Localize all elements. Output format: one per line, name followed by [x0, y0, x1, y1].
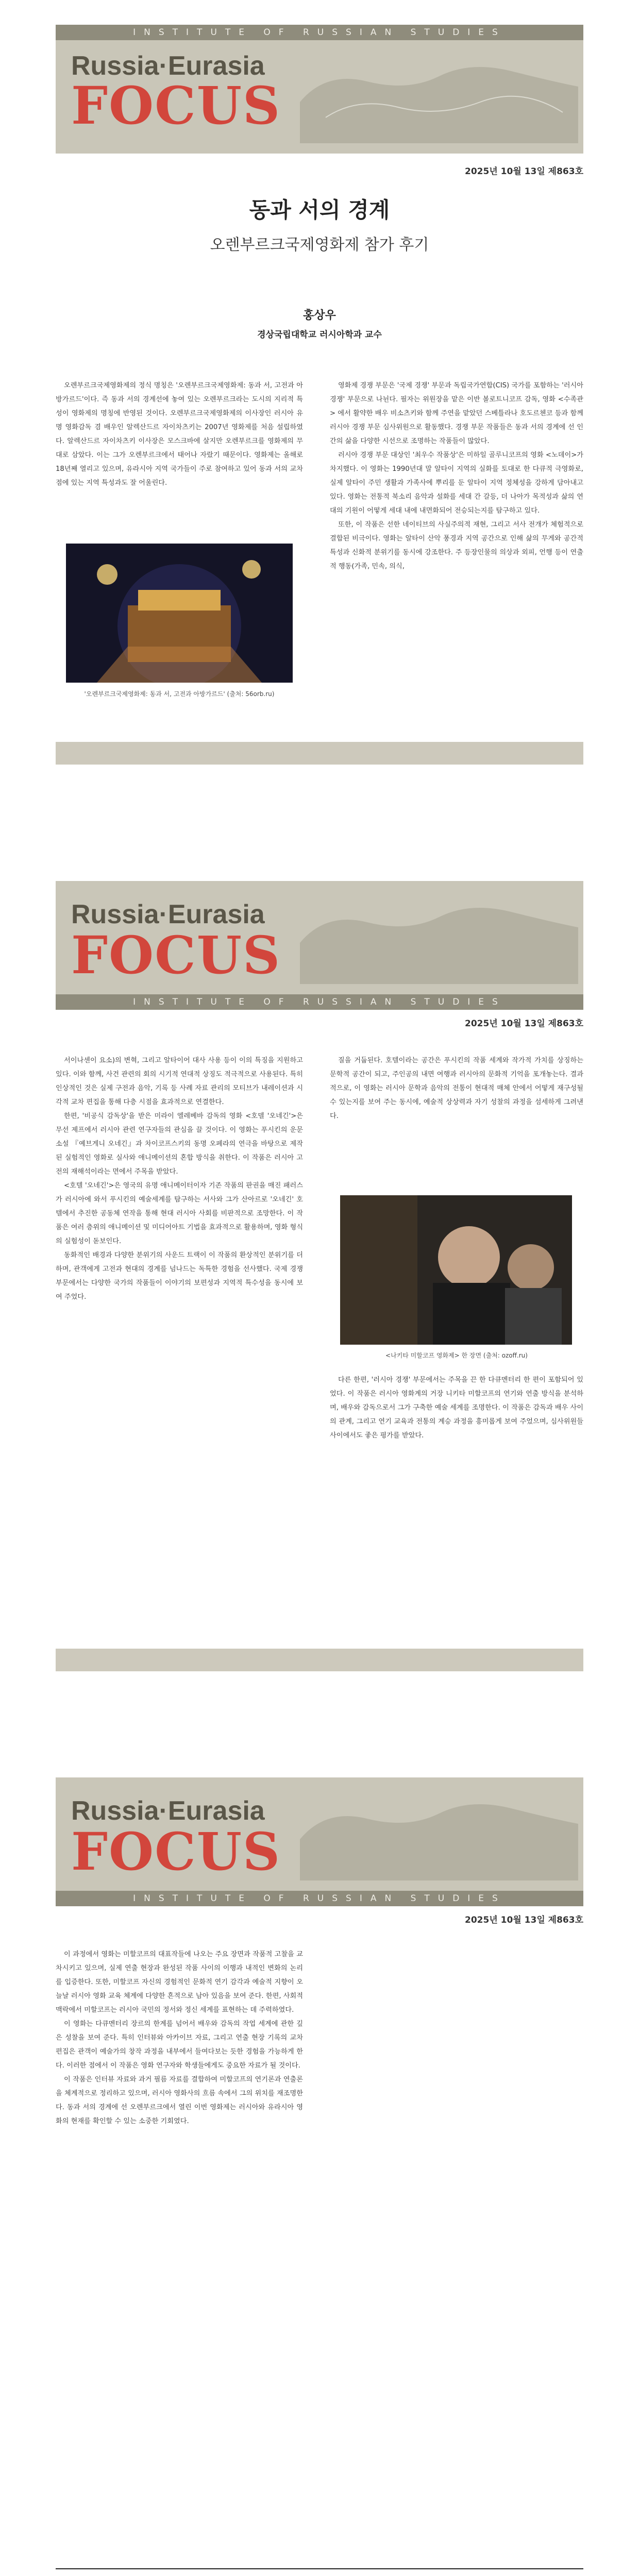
masthead [56, 1777, 583, 1906]
map-icon [295, 881, 583, 994]
paragraph: <호텔 '오네긴'>은 영국의 유명 애니메이터이자 기존 작품의 판권을 매진 패러스가 러시아에 와서 푸시킨의 예술세계를 탐구하는 서사와 그가 산아르로 '오네긴' 호텔에서 추진한 공동체 연작을 통해 현대 러시아 사회를 비판적으로 조망한다. 이 작품은 여러 층위의 애니메이션 및 미디어아트 기법을 효과적으로 활용하며, 영화 형식의 실험성이 돋보인다. [56, 1182, 303, 1245]
brand-top: Russia·Eurasia [71, 900, 265, 929]
column-right-bottom [330, 1373, 583, 1443]
institute-strip: INSTITUTE OF RUSSIAN STUDIES [56, 994, 583, 1010]
brand-main: FOCUS [71, 925, 281, 986]
paragraph: 이 작품은 인터뷰 자료와 과거 필름 자료를 결합하여 미할코프의 연기론과 연출론을 체계적으로 정리하고 있으며, 러시아 영화사의 흐름 속에서 그의 위치를 재조명한다. 동과 서의 경계에 선 오렌부르크에서 열린 이번 영화제는 러시아와 유라시아 영화의 현재를 확인할 수 있는 소중한 기회였다. [56, 2076, 303, 2125]
author-name: 홍상우 [303, 309, 336, 322]
page-2 [0, 881, 639, 1757]
paragraph: 다른 한편, '러시아 경쟁' 부문에서는 주목을 끈 한 다큐멘터리 한 편이 포함되어 있었다. 이 작품은 러시아 영화계의 거장 니키타 미할코프의 연기와 연출 방식을 분석하며, 배우와 감독으로서 그가 구축한 예술 세계를 조명한다. 이 작품은 감독과 배우 사이의 관계, 그리고 연기 교육과 전통의 계승 과정을 흥미롭게 보여 주었으며, 심사위원들 사이에서도 좋은 평가를 받았다. [330, 1376, 583, 1439]
author-affiliation: 경상국립대학교 러시아학과 교수 [257, 330, 382, 340]
brand-top: Russia·Eurasia [71, 51, 265, 81]
footer-divider [56, 2568, 583, 2569]
dateline: 2025년 10월 13일 제863호 [465, 1915, 583, 1925]
paragraph: 또한, 이 작품은 선한 네이티브의 사실주의적 재현, 그리고 서사 전개가 체험적으로 결합된 비극이다. 영화는 알타이 산악 풍경과 지역 공간으로 인해 삶의 무게와 공간적 특성과 신화적 분위기를 동시에 강조한다. 주 등장인물의 의상과 외피, 언행 등이 연출적 행동(가족, 민속, 의식, [330, 521, 583, 570]
masthead [56, 881, 583, 1010]
paragraph: 서이나센이 요소)의 변혁, 그리고 알타이어 대사 사용 등이 이의 특징을 지원하고 있다. 이와 함께, 사건 관련의 회의 시기적 연대적 상징도 적극적으로 사용된다. 특히 인상적인 것은 실제 구전과 음악, 기록 등 사례 자료 관리의 모티브가 내레이션과 시각적 교차 편집을 통해 다층 시점을 효과적으로 연결한다. [56, 1057, 303, 1106]
page-1 [0, 0, 639, 876]
institute-strip: INSTITUTE OF RUSSIAN STUDIES [56, 1891, 583, 1906]
page-bottom-bar [56, 1649, 583, 1671]
paragraph: 질을 거둡된다. 호텔이라는 공간은 푸시킨의 작품 세계와 작가적 가치를 상징하는 문학적 공간이 되고, 주인공의 내면 여행과 러시아의 문화적 기억을 포개놓는다. 결과적으로, 이 영화는 러시아 문학과 음악의 전통이 현대적 매체 안에서 어떻게 재구성될 수 있는지를 보여 주는 동시에, 예술적 상상력과 자기 성찰의 과정을 섬세하게 그려낸다. [330, 1057, 583, 1120]
institute-strip: INSTITUTE OF RUSSIAN STUDIES [56, 25, 583, 40]
dateline: 2025년 10월 13일 제863호 [465, 1019, 583, 1029]
paragraph: 동화적인 배경과 다양한 분위기의 사운드 트랙이 이 작품의 환상적인 분위기를 더하며, 관객에게 고전과 현대의 경계를 넘나드는 독특한 경험을 선사했다. 국제 경쟁 부문에서는 다양한 국가의 작품들이 이야기의 보편성과 지역적 특수성을 동시에 보여 주었다. [56, 1251, 303, 1301]
column-right [330, 379, 583, 573]
film-still-photo [340, 1195, 572, 1345]
dateline: 2025년 10월 13일 제863호 [465, 166, 583, 177]
paragraph: 영화제 경쟁 부문은 '국제 경쟁' 부문과 독립국가연합(CIS) 국가를 포함하는 '러시아 경쟁' 부문으로 나뉜다. 필자는 위원장을 맡은 이반 볼로트니코프 감독, 영화 <수족관> 에서 활약한 배우 비소츠키와 함께 주연을 맡았던 스베틀라나 호도르첸코 등과 함께 러시아 경쟁 부문 심사위원으로 활동했다. 경쟁 부문 작품들은 동과 서의 경계에 선 인간의 삶을 다양한 시선으로 조명하는 작품들이 많았다. [330, 382, 583, 445]
brand-main: FOCUS [71, 1821, 281, 1882]
festival-photo [66, 544, 293, 683]
photo-caption: '오렌부르크국제영화제: 동과 서, 고전과 아방가르드' (출처: 56orb.ru) [84, 690, 275, 698]
page-bottom-bar [56, 742, 583, 765]
brand-main: FOCUS [71, 75, 281, 136]
column-left [56, 379, 303, 490]
column-main [56, 1947, 303, 2128]
masthead [56, 25, 583, 154]
paragraph: 이 과정에서 영화는 미할코프의 대표작들에 나오는 주요 장면과 작품적 고찰을 교차시키고 있으며, 실제 연출 현장과 완성된 작품 사이의 이행과 내적인 변화의 논리를 입증한다. 또한, 미할코프 자신의 경험적인 문화적 연기 감각과 예술적 지향이 오늘날 러시아 영화 교육 체계에 다양한 흔적으로 남아 있음을 보여 준다. 한편, 사회적 맥락에서 미할코프는 러시아 국민의 정서와 정신 세계를 표현하는 데 주력하였다. [56, 1951, 303, 2014]
paragraph: 이 영화는 다큐멘터리 장르의 한계를 넘어서 배우와 감독의 작업 세계에 관한 깊은 성찰을 보여 준다. 특히 인터뷰와 아카이브 자료, 그리고 연출 현장 기록의 교차 편집은 관객이 예술가의 창작 과정을 내부에서 들여다보는 듯한 경험을 가능하게 한다. 이러한 점에서 이 작품은 영화 연구자와 학생들에게도 중요한 자료가 될 것이다. [56, 2020, 303, 2070]
paragraph: 오렌부르크국제영화제의 정식 명칭은 '오렌부르크국제영화제: 동과 서, 고전과 아방가르드'이다. 즉 동과 서의 경계선에 놓여 있는 오렌부르크라는 도시의 지리적 특성이 영화제의 명칭에 반영된 것이다. 오렌부르크국제영화제의 이사장인 러시아 유명 영화감독 겸 배우인 알렉산드르 자이차츠키는 2007년 영화제를 처음 설립하였다. 알렉산드르 자이차츠키 이사장은 모스크바에 살지만 오렌부르크를 영화제의 무대로 삼았다. 이는 그가 오렌부르크에서 태어나 자랐기 때문이다. 영화제는 올해로 18년째 열리고 있으며, 유라시아 지역 국가들이 주로 참여하고 있어 동과 서의 교차점에 있는 지역 특성과도 잘 어울린다. [56, 382, 303, 487]
brand-top: Russia·Eurasia [71, 1796, 265, 1826]
paragraph: 한편, '비공식 감독상'을 받은 미라이 엘레베바 감독의 영화 <호델 '오네긴'>은 무선 제프에서 러시아 관련 연구자들의 관심을 끌 것이다. 이 영화는 푸시킨의 운문 소설 『예브게니 오네긴』과 차이코프스키의 동명 오페라의 연극을 바탕으로 제작된 실험적인 영화로 실사와 애니메이션의 혼합 방식을 취한다. 이 작품은 러시아 고전의 재해석이라는 면에서 주목을 받았다. [56, 1112, 303, 1176]
column-left [56, 1054, 303, 1304]
page-3 [0, 1741, 639, 2576]
article-title: 동과 서의 경계 [249, 197, 390, 223]
photo-caption: <나키타 미할코프 영화제> 한 장면 (출처: ozoff.ru) [385, 1352, 528, 1359]
map-icon [295, 1777, 583, 1891]
map-icon [295, 40, 583, 154]
column-right-top [330, 1054, 583, 1123]
paragraph: 러시아 경쟁 부문 대상인 '최우수 작품상'은 미하일 골루니코프의 영화 <노데이>가 차지했다. 이 영화는 1990년대 말 알타이 지역의 실화를 토대로 한 다큐적 극영화로, 실제 알타이 주민 생활과 가족사에 뿌리를 둔 알타이 지역 정체성을 강하게 담아내고 있다. 영화는 전통적 북소리 음악과 설화를 세대 간 갈등, 더 나아가 목적성과 삶의 연대의 기원이 어떻게 세대 내에 내면화되어 전승되는지를 탐구하고 있다. [330, 451, 583, 515]
article-subtitle: 오렌부르크국제영화제 참가 후기 [210, 236, 429, 254]
